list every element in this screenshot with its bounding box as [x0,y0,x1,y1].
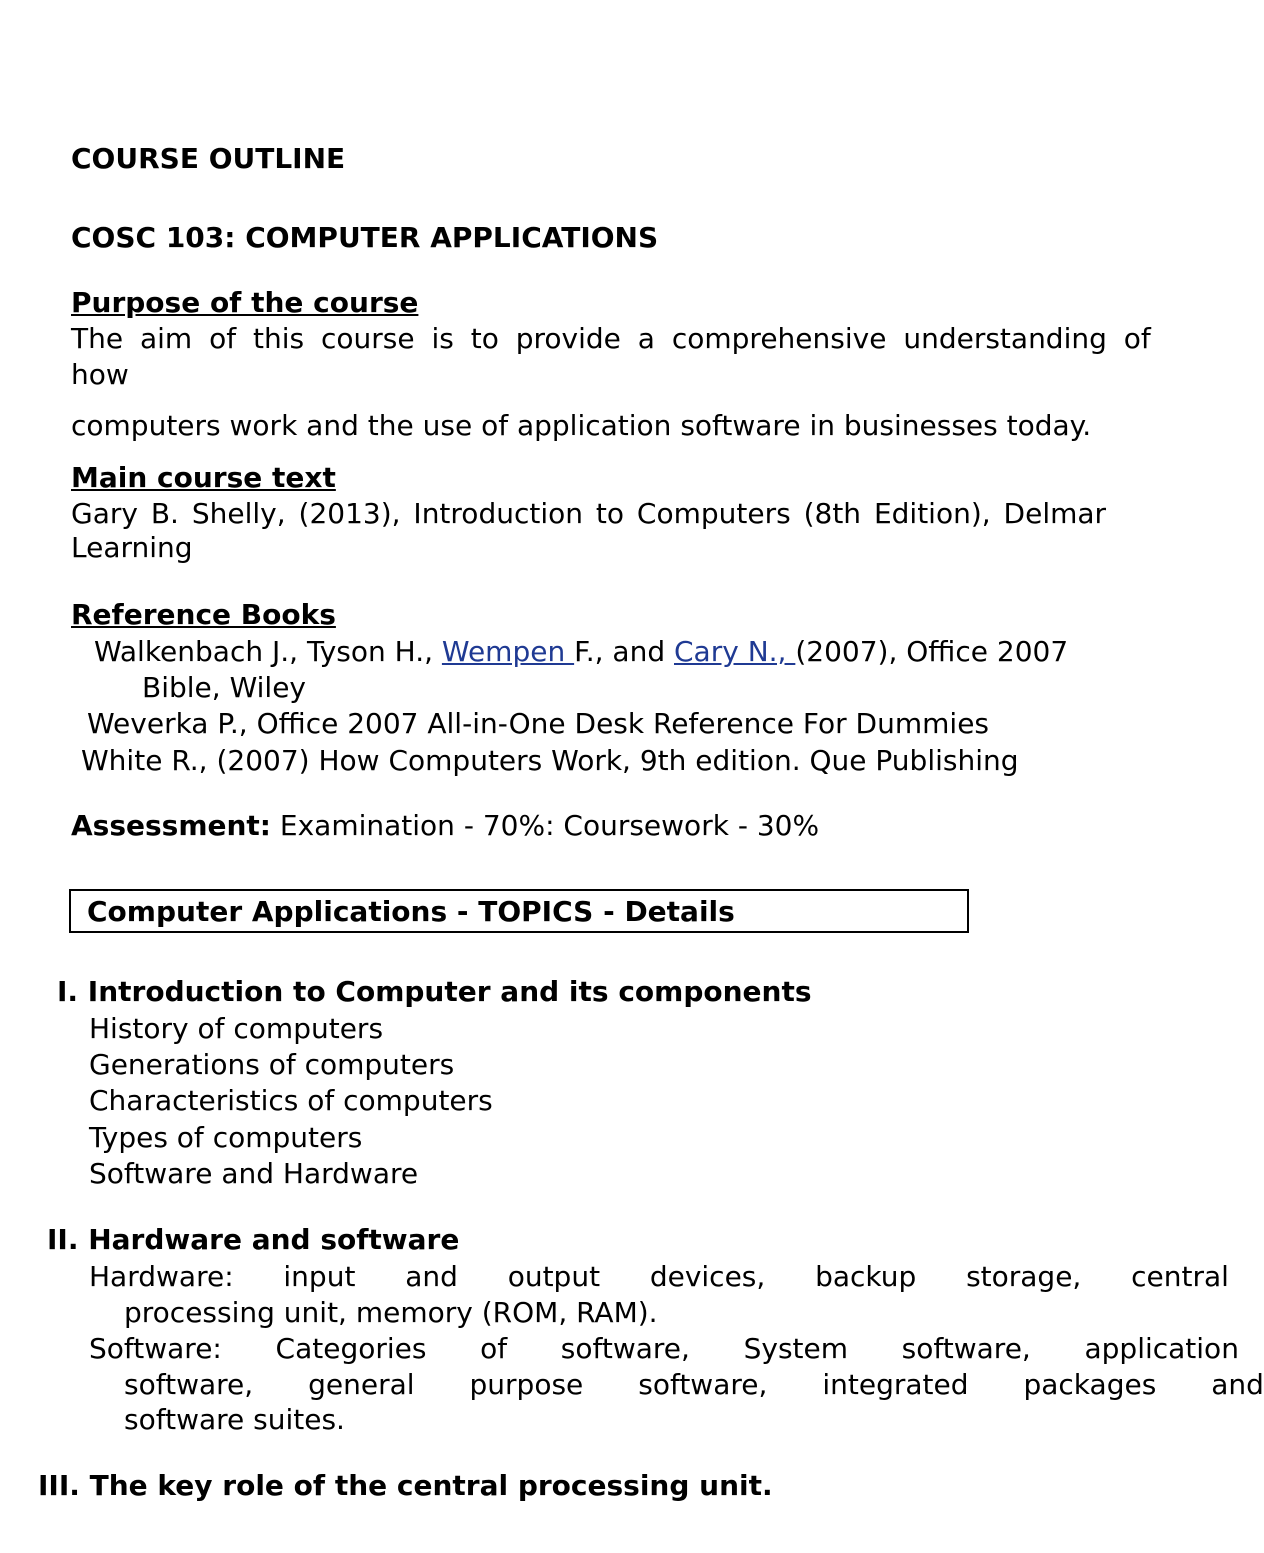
software-word: System [743,1332,849,1365]
section-2-title: II. Hardware and software [47,1223,460,1256]
software-word: software, [124,1368,254,1401]
hardware-word: output [507,1260,601,1293]
main-text-heading: Main course text [71,461,336,494]
cary-link[interactable]: Cary N., [674,635,796,668]
reference-2: Weverka P., Office 2007 All-in-One Desk Reference For Dummies [87,707,990,740]
software-word: software, [560,1332,690,1365]
wempen-link[interactable]: Wempen [441,635,575,668]
hardware-word: input [283,1260,356,1293]
hardware-line-1 [89,1260,1229,1294]
reference-1-authors: Walkenbach J., Tyson H., [94,635,442,668]
hardware-word: Hardware: [89,1260,234,1293]
software-word: packages [1023,1368,1157,1401]
section-1-item: Characteristics of computers [89,1084,493,1117]
purpose-line-2: how [71,358,129,391]
software-word: of [480,1332,508,1365]
main-text-line-1: Gary B. Shelly, (2013), Introduction to Computers (8th Edition), Delmar [71,497,1107,530]
hardware-word: and [405,1260,458,1293]
hardware-word: backup [815,1260,917,1293]
software-word: Categories [275,1332,427,1365]
document-title: COURSE OUTLINE [71,142,346,175]
purpose-line-3: computers work and the use of application software in businesses today. [71,409,1092,442]
software-word: software, [901,1332,1031,1365]
section-1-item: Generations of computers [89,1048,455,1081]
assessment-text: Examination - 70%: Coursework - 30% [271,809,820,842]
hardware-line-2: processing unit, memory (ROM, RAM). [124,1296,658,1329]
hardware-word: devices, [649,1260,766,1293]
reference-1-mid: F., and [574,635,674,668]
section-1-item: Types of computers [89,1121,363,1154]
section-1-item: Software and Hardware [89,1157,419,1190]
section-1-title: I. Introduction to Computer and its components [57,975,812,1008]
hardware-word: storage, [966,1260,1082,1293]
software-word: and [1211,1368,1264,1401]
reference-1 [94,635,1068,669]
purpose-heading: Purpose of the course [71,286,419,319]
assessment-line [71,809,819,843]
topics-box-title: Computer Applications - TOPICS - Details [87,895,735,928]
reference-books-heading: Reference Books [71,598,336,631]
reference-1-year-title: (2007), Office 2007 [795,635,1069,668]
software-line-3: software suites. [124,1403,345,1436]
main-text-line-2: Learning [71,531,193,564]
purpose-line-1: The aim of this course is to provide a comprehensive understanding of [71,322,1151,355]
software-word: application [1084,1332,1239,1365]
reference-3: White R., (2007) How Computers Work, 9th edition. Que Publishing [81,744,1019,777]
software-word: general [308,1368,415,1401]
software-word: purpose [469,1368,584,1401]
topics-box [69,889,969,933]
section-1-item: History of computers [89,1012,384,1045]
course-code-heading: COSC 103: COMPUTER APPLICATIONS [71,221,659,254]
software-line-2 [124,1368,1264,1402]
software-word: Software: [89,1332,222,1365]
reference-1-line-2: Bible, Wiley [142,671,306,704]
assessment-label: Assessment: [71,809,272,842]
hardware-word: central [1131,1260,1229,1293]
software-word: software, [638,1368,768,1401]
section-3-title: III. The key role of the central processing unit. [38,1469,773,1502]
software-line-1 [89,1332,1239,1366]
software-word: integrated [822,1368,969,1401]
